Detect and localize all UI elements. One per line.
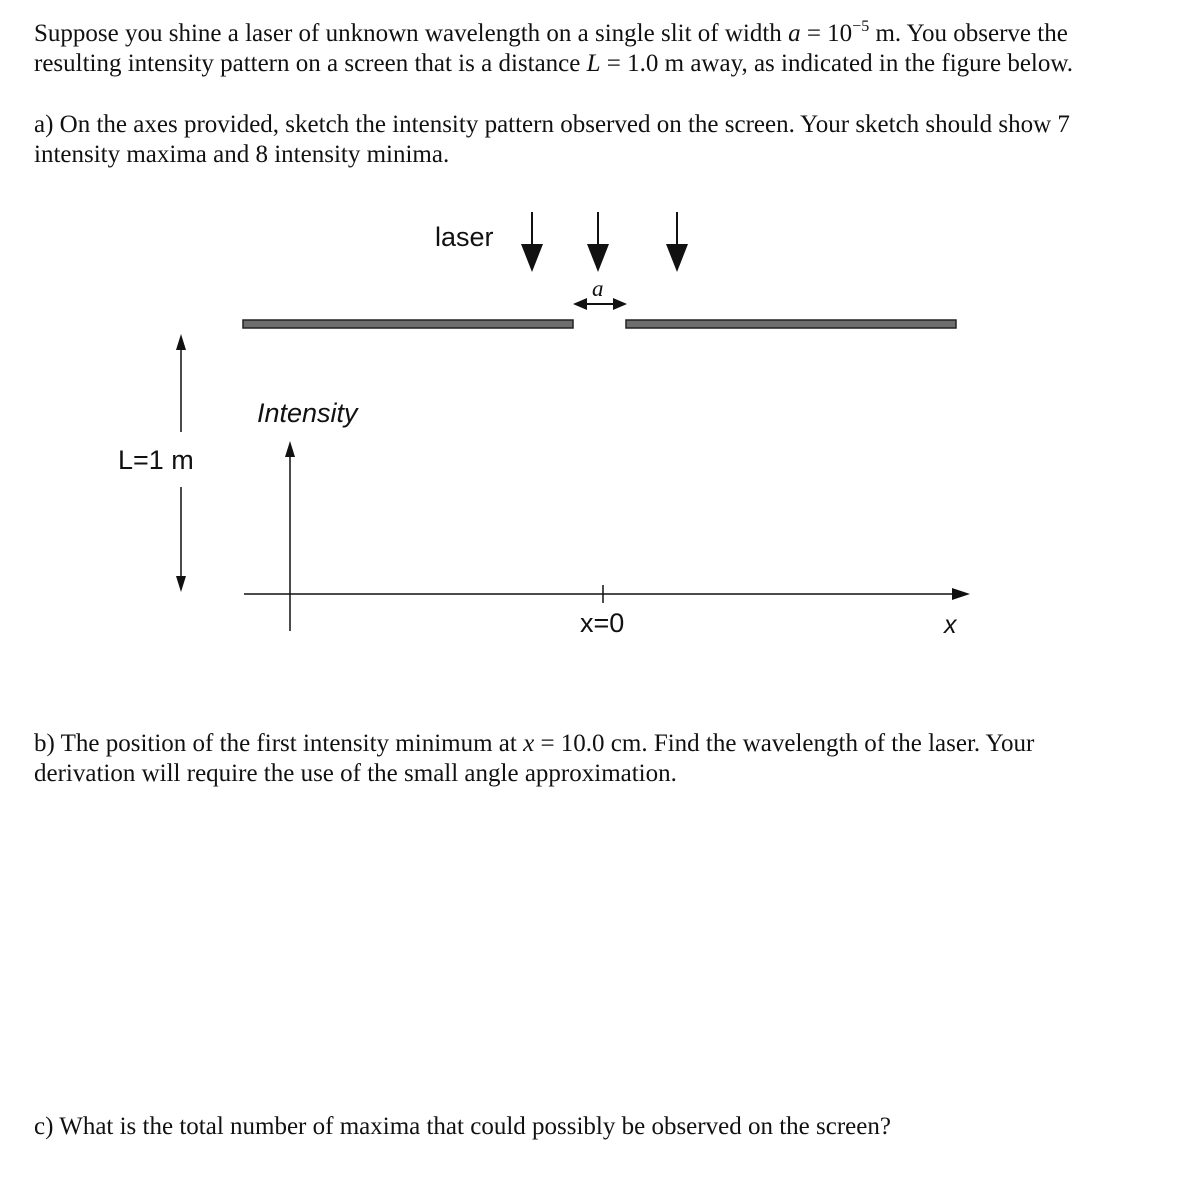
exponent: −5 (852, 18, 870, 35)
intensity-axes (244, 441, 970, 631)
var-L: L (586, 50, 601, 77)
problem-intro-line-1: Suppose you shine a laser of unknown wavelength on a single slit of width $a = 10^{-5}$ m. You observe the (34, 18, 1068, 47)
var-x: x (523, 730, 535, 757)
problem-intro-line-2: resulting intensity pattern on a screen that is a distance L = 1.0 m away, as indicated in the figure below. (34, 50, 1074, 77)
part-c-line-1: c) What is the total number of maxima that could possibly be observed on the screen? (34, 1113, 891, 1140)
part-a-line-1: a) On the axes provided, sketch the intensity pattern observed on the screen. Your sketch should show 7 (34, 111, 1070, 138)
x-axis-label: x (944, 611, 957, 639)
laser-arrow-icon (666, 212, 688, 272)
intensity-axis-label: Intensity (257, 398, 358, 428)
question-part-b (34, 729, 1149, 789)
part-a-line-2: intensity maxima and 8 intensity minima. (34, 141, 450, 168)
part-b-line-1: b) The position of the first intensity minimum at x = 10.0 cm. Find the wavelength of the laser. Your (34, 730, 1035, 757)
laser-arrows (521, 212, 688, 272)
question-part-c (34, 1112, 1149, 1142)
origin-label: x=0 (580, 608, 625, 638)
slit-barrier-right (626, 320, 956, 328)
slit-width-label: a (592, 276, 604, 301)
slit-barrier-left (243, 320, 573, 328)
laser-arrow-icon (521, 212, 543, 272)
var-a: a (788, 20, 801, 47)
laser-label: laser (435, 222, 494, 252)
part-b-line-2: derivation will require the use of the small angle approximation. (34, 760, 677, 787)
distance-label: L=1 m (118, 445, 194, 475)
laser-arrow-icon (587, 212, 609, 272)
